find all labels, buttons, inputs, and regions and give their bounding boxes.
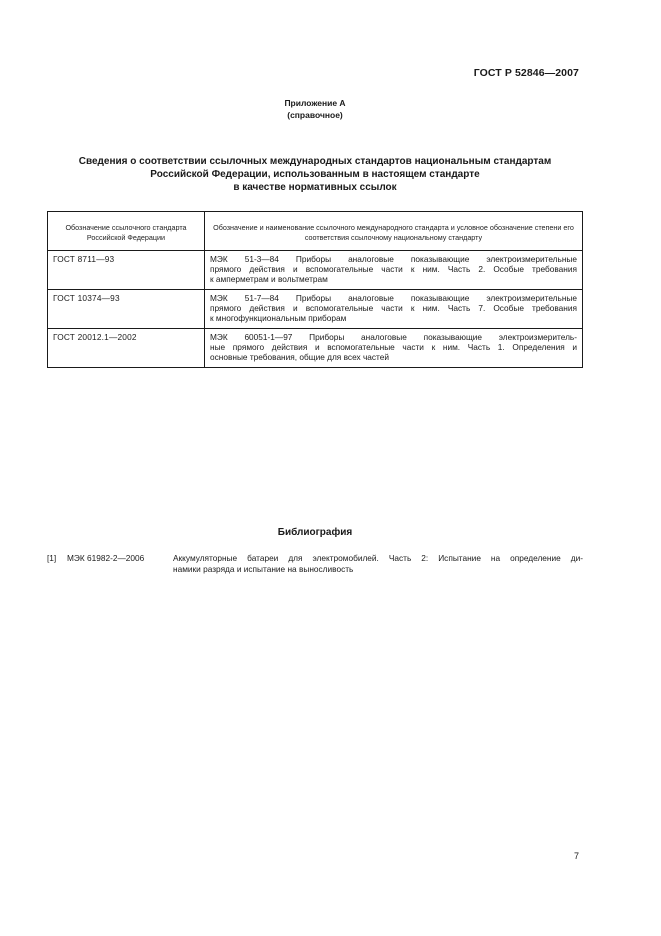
- description-line: МЭК 51-3—84 Приборы аналоговые показывающие электроизмерительные: [210, 254, 577, 264]
- description-line: к многофункциональным приборам: [210, 313, 347, 323]
- description-line: ные прямого действия и вспомогательные части к ним. Часть 1. Определения и: [210, 342, 577, 352]
- section-title-line: Российской Федерации, использованным в настоящем стандарте: [150, 169, 480, 180]
- section-title: [50, 155, 580, 194]
- section-title-line: Сведения о соответствии ссылочных международных стандартов национальным стандартам: [78, 156, 552, 167]
- table-row: [48, 290, 583, 329]
- appendix-title: Приложение А: [284, 98, 346, 108]
- document-code: ГОСТ Р 52846—2007: [473, 67, 579, 79]
- bibliography-entry-line: намики разряда и испытание на выносливость: [173, 564, 354, 574]
- national-standard-code: ГОСТ 20012.1—2002: [48, 329, 205, 368]
- section-title-line: в качестве нормативных ссылок: [233, 182, 397, 193]
- international-standard-description: [205, 329, 583, 368]
- bibliography-entry-line: Аккумуляторные батареи для электромобилей. Часть 2: Испытание на определение ди-: [173, 553, 583, 563]
- bibliography-entry-reference: МЭК 61982-2—2006: [67, 553, 145, 563]
- national-standard-code: ГОСТ 10374—93: [48, 290, 205, 329]
- appendix-subtitle: (справочное): [287, 110, 343, 120]
- bibliography-entry-number: [1]: [47, 553, 57, 563]
- description-line: прямого действия и вспомогательные части к ним. Часть 7. Особые требования: [210, 303, 577, 313]
- appendix-heading: [0, 97, 630, 121]
- bibliography-entry-text: [173, 553, 583, 575]
- column-header-national-standard: Обозначение ссылочного стандарта Российской Федерации: [48, 212, 205, 251]
- international-standard-description: [205, 290, 583, 329]
- table-row: [48, 251, 583, 290]
- table-header-row: [48, 212, 583, 251]
- column-header-international-standard: Обозначение и наименование ссылочного международного стандарта и условное обозначение степени его соответствия ссылочному национальному стандарту: [205, 212, 583, 251]
- table-row: [48, 329, 583, 368]
- standards-table: [47, 211, 583, 368]
- page-number: 7: [573, 851, 579, 861]
- international-standard-description: [205, 251, 583, 290]
- bibliography-title: Библиография: [277, 527, 353, 538]
- description-line: МЭК 60051-1—97 Приборы аналоговые показывающие электроизмеритель-: [210, 332, 577, 342]
- national-standard-code: ГОСТ 8711—93: [48, 251, 205, 290]
- description-line: основные требования, общие для всех частей: [210, 352, 389, 362]
- description-line: МЭК 51-7—84 Приборы аналоговые показывающие электроизмерительные: [210, 293, 577, 303]
- description-line: прямого действия и вспомогательные части к ним. Часть 2. Особые требования: [210, 264, 577, 274]
- description-line: к амперметрам и вольтметрам: [210, 274, 328, 284]
